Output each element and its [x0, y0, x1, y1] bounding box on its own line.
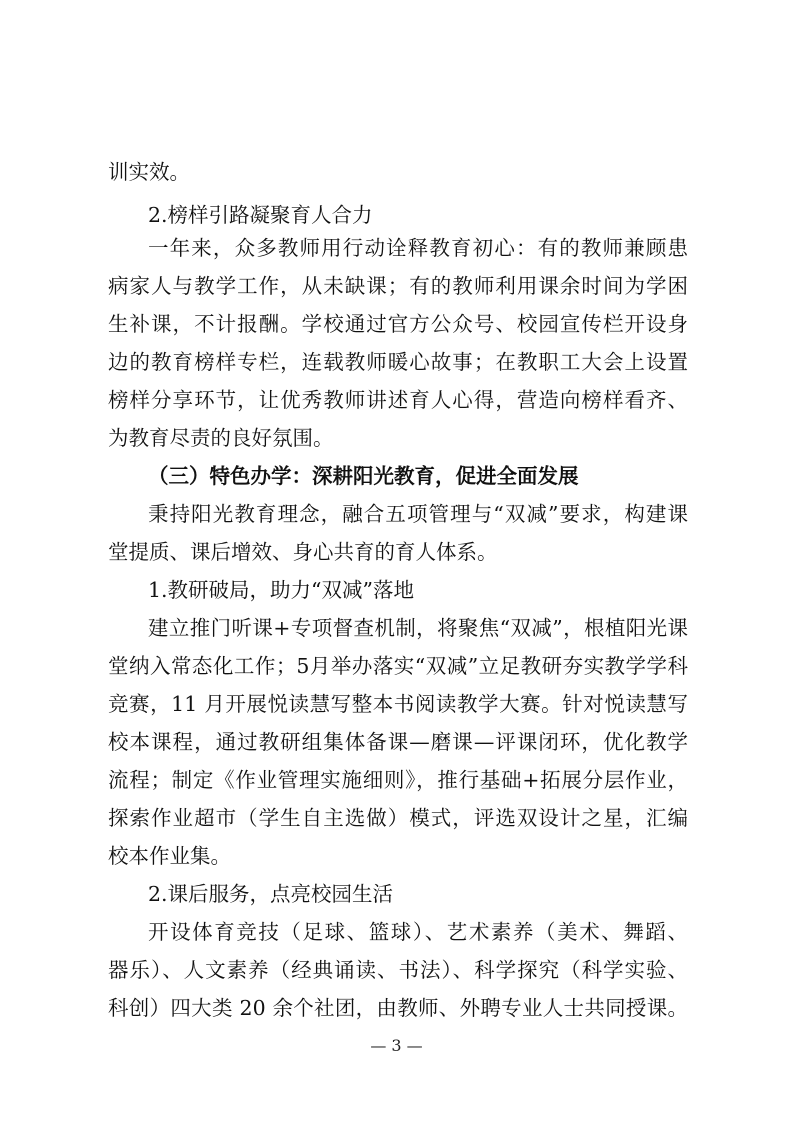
section-heading: （三）特色办学：深耕阳光教育，促进全面发展 [148, 464, 579, 488]
paragraph-line: 为教育尽责的良好氛围。 [108, 426, 334, 450]
paragraph-line: 校本作业集。 [108, 844, 231, 868]
paragraph-line: 生补课，不计报酬。学校通过官方公众号、校园宣传栏开设身 [108, 312, 688, 336]
paragraph-line: 开设体育竞技（足球、篮球）、艺术素养（美术、舞蹈、 [148, 920, 688, 944]
paragraph-line: 校本课程，通过教研组集体备课—磨课—评课闭环，优化教学 [108, 730, 688, 754]
page-number: — 3 — [370, 1036, 423, 1055]
subheading: 1.教研破局，助力“双减”落地 [148, 578, 415, 602]
paragraph-line: 一年来，众多教师用行动诠释教育初心：有的教师兼顾患 [148, 236, 688, 260]
paragraph-line: 探索作业超市（学生自主选做）模式，评选双设计之星，汇编 [108, 806, 688, 830]
paragraph-line: 病家人与教学工作，从未缺课；有的教师利用课余时间为学困 [108, 274, 688, 298]
paragraph-line: 训实效。 [108, 160, 190, 184]
paragraph-line: 流程；制定《作业管理实施细则》，推行基础+拓展分层作业， [108, 768, 688, 792]
subheading: 2.课后服务，点亮校园生活 [148, 882, 394, 906]
paragraph-line: 秉持阳光教育理念，融合五项管理与“双减”要求，构建课 [148, 502, 688, 526]
paragraph-line: 器乐）、人文素养（经典诵读、书法）、科学探究（科学实验、 [108, 958, 688, 982]
paragraph-line: 边的教育榜样专栏，连载教师暖心故事；在教职工大会上设置 [108, 350, 688, 374]
paragraph-line: 竞赛，11 月开展悦读慧写整本书阅读教学大赛。针对悦读慧写 [108, 692, 688, 716]
paragraph-line: 堂提质、课后增效、身心共育的育人体系。 [108, 540, 498, 564]
paragraph-line: 建立推门听课+专项督查机制，将聚焦“双减”，根植阳光课 [148, 616, 688, 640]
subheading: 2.榜样引路凝聚育人合力 [148, 203, 373, 227]
paragraph-line: 堂纳入常态化工作；5月举办落实“双减”立足教研夯实教学学科 [108, 654, 688, 678]
paragraph-line: 科创）四大类 20 余个社团，由教师、外聘专业人士共同授课。 [108, 996, 688, 1020]
paragraph-line: 榜样分享环节，让优秀教师讲述育人心得，营造向榜样看齐、 [108, 388, 688, 412]
